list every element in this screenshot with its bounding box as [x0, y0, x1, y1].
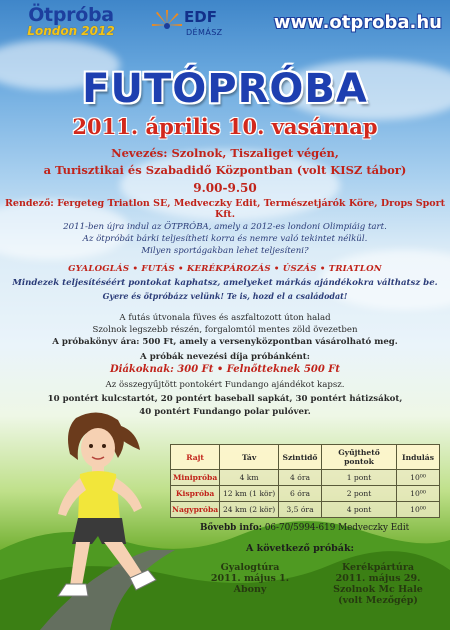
event-title: Kerékpártúra — [342, 562, 414, 573]
entry-fee-label: A próbák nevezési díja próbánként: — [140, 352, 310, 362]
prize-text: Az összegyűjtött pontokért Fundango ajándékot kapsz. — [105, 380, 345, 390]
edf-logo[interactable] — [150, 6, 240, 50]
table-cell: Nagypróba — [171, 502, 220, 518]
otproba-logo-text: Ötpróba — [28, 4, 114, 26]
table-cell: 4 km — [220, 470, 279, 486]
table-cell: 10⁰⁰ — [397, 470, 440, 486]
sports-list: GYALOGLÁS • FUTÁS • KERÉKPÁROZÁS • ÚSZÁS • TRIATLON — [68, 264, 382, 274]
table-header-cell: Gyűjthető pontok — [321, 445, 396, 470]
event-location: Abony — [233, 584, 267, 595]
table-row — [171, 470, 440, 486]
table-header-row — [171, 445, 440, 470]
event-date: 2011. április 10. vasárnap — [72, 114, 378, 139]
table-cell: 12 km (1 kör) — [220, 486, 279, 502]
otproba-logo-subtitle: London 2012 — [27, 24, 115, 38]
event-title: Gyalogtúra — [220, 562, 280, 573]
table-row — [171, 486, 440, 502]
table-cell: 4 pont — [321, 502, 396, 518]
intro-text: Milyen sportágakban lehet teljesíteni? — [141, 246, 309, 256]
contact-info — [200, 523, 440, 533]
intro-text: 2011-ben újra indul az ÖTPRÓBA, amely a 2012-es londoni Olimpiáig tart. — [63, 222, 387, 232]
table-cell: 6 óra — [279, 486, 322, 502]
event-date: 2011. május 1. — [210, 573, 290, 584]
table-header-cell: Indulás — [397, 445, 440, 470]
edf-sun-icon — [150, 8, 184, 42]
table-cell: 2 pont — [321, 486, 396, 502]
table-cell: Kispróba — [171, 486, 220, 502]
contact-value[interactable]: 06-70/5994-619 Medveczky Edit — [264, 523, 410, 533]
prize-text: 10 pontért kulcstartót, 20 pontért baseball sapkát, 30 pontért hátizsákot, — [47, 394, 403, 404]
prize-text: 40 pontért Fundango polar pulóver. — [139, 407, 311, 417]
table-cell: 24 km (2 kör) — [220, 502, 279, 518]
organizers: Rendező: Fergeteg Triatlon SE, Medveczky Edit, Természetjárók Köre, Drops Sport Kft. — [5, 198, 445, 220]
otproba-logo[interactable] — [6, 4, 136, 38]
runner-illustration — [18, 410, 178, 630]
table-cell: 4 óra — [279, 470, 322, 486]
entry-fee-prices: Diákoknak: 300 Ft • Felnőtteknek 500 Ft — [109, 364, 341, 375]
table-header-cell: Szintidő — [279, 445, 322, 470]
edf-logo-subtitle: DÉMÁSZ — [186, 28, 223, 37]
entry-time: 9.00-9.50 — [193, 181, 257, 195]
table-row — [171, 502, 440, 518]
table-header-cell: Táv — [220, 445, 279, 470]
intro-text: Gyere és ötpróbázz velünk! Te is, hozd el a családodat! — [102, 291, 348, 301]
contact-label: Bővebb info: — [200, 523, 263, 533]
table-header-cell: Rajt — [171, 445, 220, 470]
race-schedule-table — [170, 444, 440, 518]
main-title: FUTÓPRÓBA — [82, 66, 368, 112]
entry-location-line1: Nevezés: Szolnok, Tiszaliget végén, — [111, 146, 339, 160]
entry-location-line2: a Turisztikai és Szabadidő Központban (volt KISZ tábor) — [43, 163, 407, 177]
intro-text: Az ötpróbát bárki teljesítheti korra és nemre való tekintet nélkül. — [82, 234, 368, 244]
table-cell: 10⁰⁰ — [397, 502, 440, 518]
event-date: 2011. május 29. — [335, 573, 421, 584]
booklet-price: A próbakönyv ára: 500 Ft, amely a versenyközpontban vásárolható meg. — [52, 337, 398, 347]
table-cell: 10⁰⁰ — [397, 486, 440, 502]
route-text: A futás útvonala füves és aszfaltozott úton halad — [119, 313, 331, 323]
header — [0, 0, 450, 58]
route-text: Szolnok legszebb részén, forgalomtól mentes zöld övezetben — [92, 325, 358, 335]
edf-logo-text: EDF — [184, 8, 217, 26]
event-location-note: (volt Mezőgép) — [338, 595, 418, 606]
table-cell: 3,5 óra — [279, 502, 322, 518]
table-cell: 1 pont — [321, 470, 396, 486]
upcoming-event — [200, 562, 300, 595]
upcoming-event — [318, 562, 438, 606]
upcoming-events-heading: A következő próbák: — [245, 543, 355, 554]
intro-text: Mindezek teljesítéséért pontokat kaphatsz, amelyeket márkás ajándékokra válthatsz be. — [12, 278, 438, 288]
table-cell: Minipróba — [171, 470, 220, 486]
website-link[interactable]: www.otproba.hu — [273, 12, 442, 33]
event-location: Szolnok Mc Hale — [333, 584, 423, 595]
